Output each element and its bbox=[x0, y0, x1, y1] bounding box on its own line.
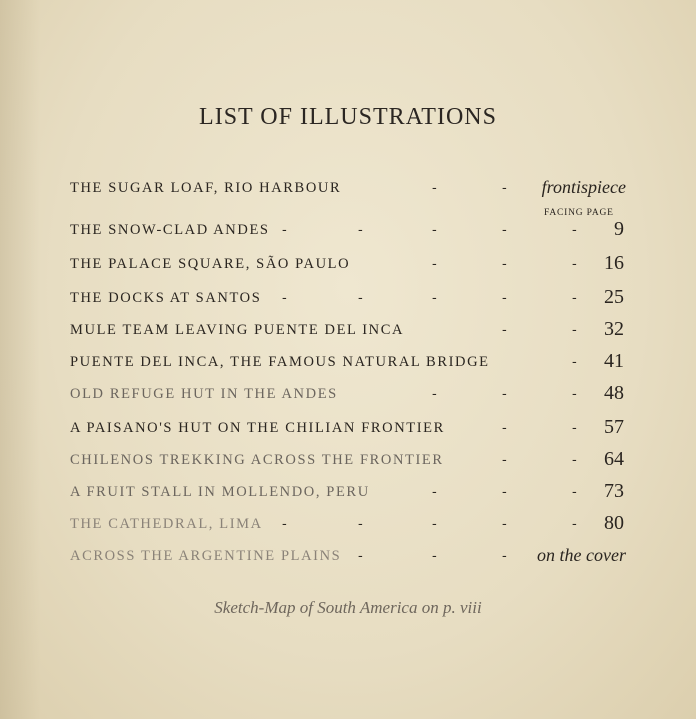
leader-dash: - bbox=[432, 256, 437, 272]
entry-page: on the cover bbox=[537, 545, 626, 565]
entry-caption: OLD REFUGE HUT IN THE ANDES bbox=[70, 386, 338, 402]
entry-page: 16 bbox=[604, 252, 624, 274]
leader-dash: - bbox=[282, 222, 287, 238]
entry-caption: THE SUGAR LOAF, RIO HARBOUR bbox=[70, 180, 342, 196]
entry-page: 32 bbox=[604, 318, 624, 340]
leader-dash: - bbox=[358, 548, 363, 564]
leader-dash: - bbox=[432, 290, 437, 306]
entry-caption: THE CATHEDRAL, LIMA bbox=[70, 516, 263, 532]
leader-dash: - bbox=[572, 222, 577, 238]
entry-page: 80 bbox=[604, 512, 624, 534]
leader-dash: - bbox=[432, 222, 437, 238]
leader-dash: - bbox=[282, 516, 287, 532]
entry-page: 41 bbox=[604, 350, 624, 372]
leader-dash: - bbox=[432, 516, 437, 532]
list-item bbox=[70, 546, 626, 570]
leader-dash: - bbox=[502, 256, 507, 272]
leader-dash: - bbox=[572, 290, 577, 306]
leader-dash: - bbox=[358, 290, 363, 306]
entry-caption: ACROSS THE ARGENTINE PLAINS bbox=[70, 548, 342, 564]
leader-dash: - bbox=[572, 322, 577, 338]
entry-caption: A FRUIT STALL IN MOLLENDO, PERU bbox=[70, 484, 370, 500]
list-item bbox=[70, 220, 626, 244]
leader-dash: - bbox=[432, 484, 437, 500]
leader-dash: - bbox=[502, 516, 507, 532]
leader-dash: - bbox=[572, 452, 577, 468]
leader-dash: - bbox=[572, 420, 577, 436]
leader-dash: - bbox=[502, 452, 507, 468]
list-item bbox=[70, 352, 626, 376]
leader-dash: - bbox=[502, 420, 507, 436]
map-note: Sketch-Map of South America on p. viii bbox=[214, 598, 482, 617]
leader-dash: - bbox=[502, 548, 507, 564]
list-item bbox=[70, 254, 626, 278]
leader-dash: - bbox=[572, 354, 577, 370]
leader-dash: - bbox=[502, 386, 507, 402]
list-item bbox=[70, 418, 626, 442]
list-item bbox=[70, 514, 626, 538]
leader-dash: - bbox=[432, 548, 437, 564]
entry-caption: CHILENOS TREKKING ACROSS THE FRONTIER bbox=[70, 452, 444, 468]
entry-caption: THE PALACE SQUARE, SÃO PAULO bbox=[70, 256, 351, 272]
entry-page: 64 bbox=[604, 448, 624, 470]
entry-page: 48 bbox=[604, 382, 624, 404]
entry-caption: MULE TEAM LEAVING PUENTE DEL INCA bbox=[70, 322, 405, 338]
leader-dash: - bbox=[572, 516, 577, 532]
entry-caption: PUENTE DEL INCA, THE FAMOUS NATURAL BRIDGE bbox=[70, 354, 490, 370]
entry-caption: A PAISANO'S HUT ON THE CHILIAN FRONTIER bbox=[70, 420, 445, 436]
list-item bbox=[70, 450, 626, 474]
entry-page: 9 bbox=[614, 218, 624, 240]
facing-page-header: FACING PAGE bbox=[544, 208, 614, 218]
list-item bbox=[70, 320, 626, 344]
list-item bbox=[70, 384, 626, 408]
leader-dash: - bbox=[572, 484, 577, 500]
leader-dash: - bbox=[502, 180, 507, 196]
entry-page: 73 bbox=[604, 480, 624, 502]
entry-caption: THE SNOW-CLAD ANDES bbox=[70, 222, 270, 238]
list-item bbox=[70, 288, 626, 312]
page-title: LIST OF ILLUSTRATIONS bbox=[199, 104, 497, 130]
leader-dash: - bbox=[502, 222, 507, 238]
list-item bbox=[70, 482, 626, 506]
entry-page: 57 bbox=[604, 416, 624, 438]
leader-dash: - bbox=[282, 290, 287, 306]
leader-dash: - bbox=[358, 222, 363, 238]
entry-caption: THE DOCKS AT SANTOS bbox=[70, 290, 262, 306]
leader-dash: - bbox=[572, 256, 577, 272]
leader-dash: - bbox=[432, 180, 437, 196]
leader-dash: - bbox=[358, 516, 363, 532]
leader-dash: - bbox=[502, 290, 507, 306]
list-item bbox=[70, 178, 626, 202]
leader-dash: - bbox=[502, 484, 507, 500]
entry-page: 25 bbox=[604, 286, 624, 308]
entry-page: frontispiece bbox=[541, 177, 626, 197]
leader-dash: - bbox=[502, 322, 507, 338]
leader-dash: - bbox=[432, 386, 437, 402]
leader-dash: - bbox=[572, 386, 577, 402]
